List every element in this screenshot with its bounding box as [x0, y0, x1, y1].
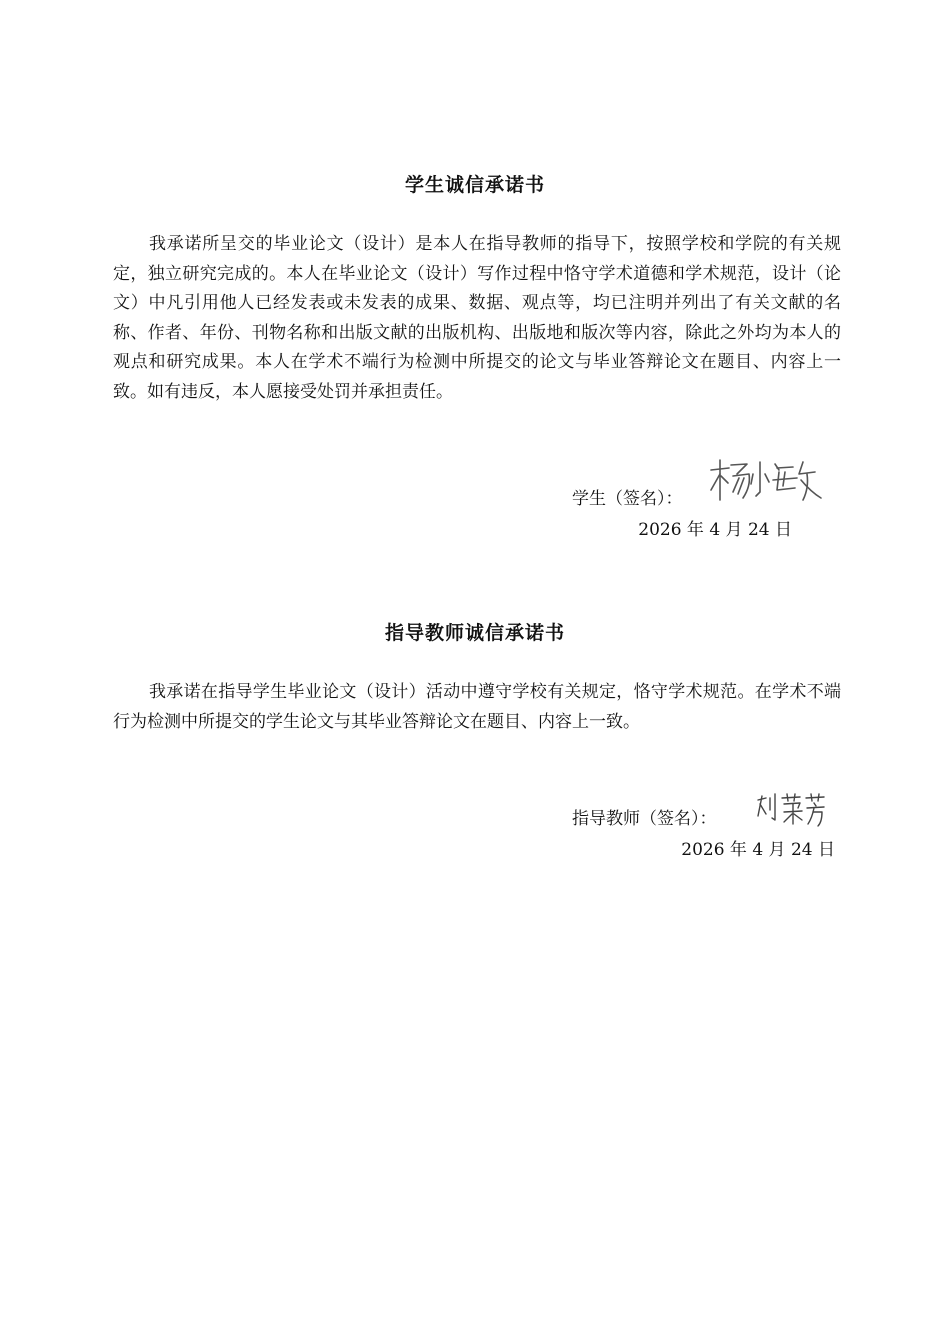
advisor-signature-label: 指导教师（签名）：	[572, 809, 717, 829]
advisor-pledge-title: 指导教师诚信承诺书	[384, 622, 565, 644]
student-sign-date: 2026 年 4 月 24 日	[638, 520, 792, 540]
student-pledge-title: 学生诚信承诺书	[404, 174, 545, 196]
student-pledge-body: 我承诺所呈交的毕业论文（设计）是本人在指导教师的指导下，按照学校和学院的有关规定，独立研究完成的。本人在毕业论文（设计）写作过程中恪守学术道德和学术规范，设计（论文）中凡引用他人已经发表或未发表的成果、数据、观点等，均已注明并列出了有关文献的名称、作者、年份、刊物名称和出版文献的出版机构、出版地和版次等内容，除此之外均为本人的观点和研究成果。本人在学术不端行为检测中所提交的论文与毕业答辩论文在题目、内容上一致。如有违反，本人愿接受处罚并承担责任。	[113, 234, 841, 402]
advisor-pledge-body: 我承诺在指导学生毕业论文（设计）活动中遵守学校有关规定，恪守学术规范。在学术不端行为检测中所提交的学生论文与其毕业答辩论文在题目、内容上一致。	[113, 682, 841, 732]
student-signature-label: 学生（签名）：	[572, 489, 683, 509]
student-handwritten-signature	[707, 456, 823, 504]
advisor-sign-date: 2026 年 4 月 24 日	[681, 840, 835, 860]
advisor-handwritten-signature	[754, 790, 828, 828]
